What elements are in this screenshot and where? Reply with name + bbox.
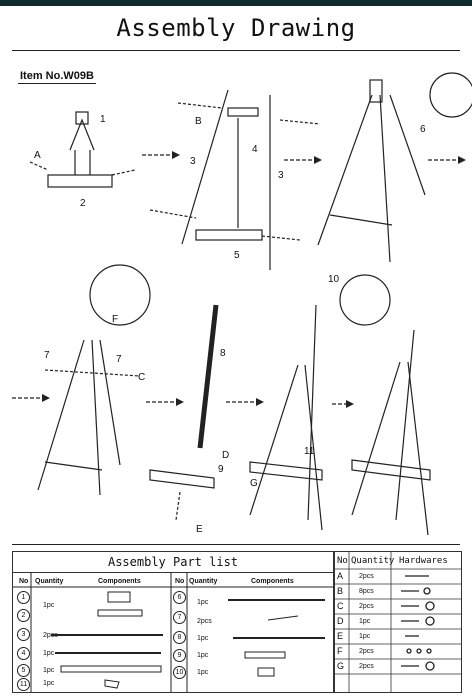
part-number: 7 [173, 611, 186, 624]
hardware-letter: A [337, 571, 344, 581]
hardwares-grid [335, 552, 461, 692]
step4-figure [38, 265, 150, 495]
step-label-2: 2 [80, 198, 86, 209]
step1-figure [30, 112, 135, 187]
parts-header-components-right: Components [251, 578, 294, 585]
part-number: 5 [17, 664, 30, 677]
part-number: 10 [173, 666, 186, 679]
part-number: 9 [173, 649, 186, 662]
hardware-quantity: 2pcs [359, 603, 374, 610]
hardwares-header-qty: Quantity [351, 556, 395, 566]
part-quantity: 1pc [197, 669, 209, 676]
parts-header-components-left: Components [98, 578, 141, 585]
step-label-8: 8 [220, 348, 226, 359]
step-label-4: 4 [252, 144, 258, 155]
step-label-1: 1 [100, 114, 106, 125]
part-quantity: 1pc [43, 602, 55, 609]
hardware-quantity: 8pcs [359, 588, 374, 595]
hardware-quantity: 1pc [359, 633, 371, 640]
hardware-label-b: B [195, 116, 202, 127]
component-sketches [13, 552, 333, 692]
step-label-10: 10 [328, 274, 340, 285]
hardware-label-f: F [112, 314, 119, 325]
part-quantity: 1pc [197, 652, 209, 659]
hardware-label-d: D [222, 450, 230, 461]
part-quantity: 2pcs [197, 618, 212, 625]
item-number: Item No.W09B [20, 70, 94, 82]
hardware-label-a: A [34, 150, 41, 161]
parts-header-no-left: No [19, 578, 29, 585]
page-title: Assembly Drawing [116, 14, 356, 42]
hardware-letter: B [337, 586, 344, 596]
part-quantity: 1pc [43, 650, 55, 657]
step5-figure [150, 305, 216, 520]
part-quantity: 1pc [43, 667, 55, 674]
hardware-letter: C [337, 601, 344, 611]
hardware-label-c: C [138, 372, 146, 383]
part-number: 4 [17, 647, 30, 660]
step-label-7a: 7 [44, 350, 50, 361]
step-label-3b: 3 [278, 170, 284, 181]
section-divider [12, 544, 460, 545]
hardware-quantity: 2pcs [359, 663, 374, 670]
hardwares-header-hardwares: Hardwares [399, 556, 448, 566]
hardware-letter: G [337, 661, 345, 671]
parts-header-qty-left: Quantity [35, 578, 64, 585]
part-number: 2 [17, 609, 30, 622]
hardware-label-g: G [250, 478, 258, 489]
hardware-quantity: 1pc [359, 618, 371, 625]
part-number: 3 [17, 628, 30, 641]
parts-list-title: Assembly Part list [13, 552, 333, 573]
part-quantity: 2pcs [43, 632, 58, 639]
hardware-letter: F [337, 646, 343, 656]
hardware-label-e: E [196, 524, 203, 535]
hardwares-table [334, 551, 462, 693]
part-number: 6 [173, 591, 186, 604]
hardware-quantity: 2pcs [359, 573, 374, 580]
hardware-quantity: 2pcs [359, 648, 374, 655]
hardwares-header-no: No [337, 556, 348, 566]
parts-list-table [12, 551, 334, 693]
step7-figure [352, 330, 430, 535]
step3-figure [318, 73, 472, 262]
hardware-letter: D [337, 616, 344, 626]
step-label-11: 11 [304, 446, 315, 457]
part-number: 11 [17, 678, 30, 691]
part-quantity: 1pc [197, 635, 209, 642]
part-number: 8 [173, 631, 186, 644]
part-quantity: 1pc [43, 680, 55, 687]
step6-figure [250, 275, 390, 530]
part-quantity: 1pc [197, 599, 209, 606]
parts-header-no-right: No [175, 578, 185, 585]
step-label-9: 9 [218, 464, 224, 475]
step-label-5: 5 [234, 250, 240, 261]
step2-figure [150, 90, 320, 270]
part-number: 1 [17, 591, 30, 604]
step-label-3a: 3 [190, 156, 196, 167]
hardware-letter: E [337, 631, 344, 641]
parts-header-qty-right: Quantity [189, 578, 218, 585]
step-label-6: 6 [420, 124, 426, 135]
step-label-7b: 7 [116, 354, 122, 365]
